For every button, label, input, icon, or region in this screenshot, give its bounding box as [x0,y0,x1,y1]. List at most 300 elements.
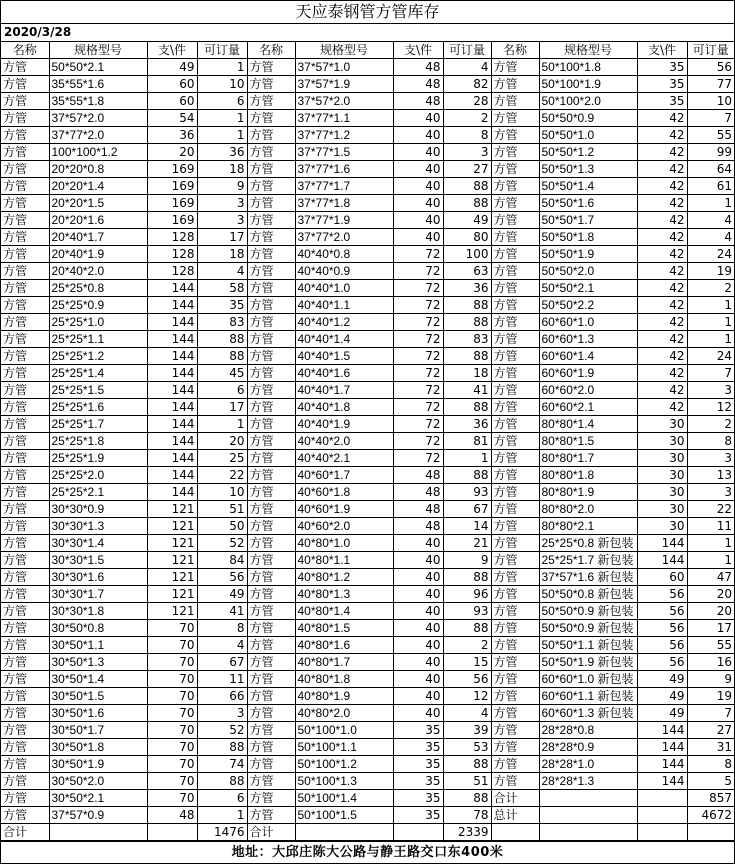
available-cell: 10 [197,484,247,501]
table-row [1,144,734,161]
table-row [1,654,734,671]
name-cell: 方管 [247,178,295,195]
table-row [1,722,734,739]
available-cell: 67 [197,654,247,671]
name-cell: 方管 [491,484,539,501]
available-cell: 10 [687,93,734,110]
spec-cell: 50*50*1.2 [539,144,637,161]
header-row [1,42,734,59]
spec-cell: 40*80*1.0 [295,535,393,552]
spec-cell: 30*30*0.9 [49,501,147,518]
per-bundle-cell: 56 [637,603,687,620]
name-cell: 方管 [491,637,539,654]
name-cell: 方管 [1,569,49,586]
spec-cell: 50*50*1.1 新包装 [539,637,637,654]
spec-cell: 40*40*1.7 [295,382,393,399]
spec-cell: 80*80*2.0 [539,501,637,518]
available-cell: 7 [687,110,734,127]
available-cell: 21 [443,535,491,552]
spec-cell: 37*77*1.2 [295,127,393,144]
spec-cell: 25*25*1.6 [49,399,147,416]
name-cell: 方管 [247,603,295,620]
per-bundle-cell [637,790,687,807]
name-cell: 方管 [491,161,539,178]
name-cell: 方管 [1,144,49,161]
spec-cell: 80*80*1.7 [539,450,637,467]
per-bundle-cell: 42 [637,399,687,416]
per-bundle-cell: 40 [393,178,443,195]
per-bundle-cell: 72 [393,297,443,314]
name-cell: 方管 [247,127,295,144]
name-cell: 方管 [491,416,539,433]
per-bundle-cell: 56 [637,620,687,637]
spec-cell: 30*30*1.3 [49,518,147,535]
table-row [1,59,734,76]
available-cell: 88 [197,773,247,790]
name-cell: 方管 [1,297,49,314]
per-bundle-cell: 48 [393,467,443,484]
available-cell: 64 [687,161,734,178]
per-bundle-cell: 144 [147,416,197,433]
available-cell: 4 [197,637,247,654]
per-bundle-cell: 49 [637,671,687,688]
spec-cell: 28*28*0.8 [539,722,637,739]
available-cell: 18 [443,365,491,382]
available-cell: 11 [687,518,734,535]
spec-cell: 80*80*1.4 [539,416,637,433]
per-bundle-cell: 169 [147,161,197,178]
spec-cell: 50*50*1.9 新包装 [539,654,637,671]
available-cell: 7 [687,365,734,382]
available-cell: 1 [197,127,247,144]
per-bundle-cell: 42 [637,144,687,161]
per-bundle-cell: 42 [637,314,687,331]
name-cell: 方管 [1,450,49,467]
available-cell: 80 [443,229,491,246]
spec-cell: 40*40*1.6 [295,365,393,382]
per-bundle-cell: 169 [147,178,197,195]
name-cell: 方管 [491,552,539,569]
spec-cell: 50*100*1.4 [295,790,393,807]
table-row [1,688,734,705]
name-cell: 方管 [247,705,295,722]
per-bundle-cell: 60 [637,569,687,586]
spec-cell: 50*50*2.1 [539,280,637,297]
table-row [1,773,734,790]
per-bundle-cell: 121 [147,501,197,518]
available-cell: 1 [443,450,491,467]
available-cell: 84 [197,552,247,569]
name-cell: 方管 [491,382,539,399]
spec-cell [49,824,147,841]
spec-cell: 60*60*1.0 [539,314,637,331]
available-cell: 3 [443,144,491,161]
spec-cell: 20*40*2.0 [49,263,147,280]
spec-cell: 40*40*1.8 [295,399,393,416]
available-cell: 55 [687,127,734,144]
table-row [1,331,734,348]
available-cell: 36 [197,144,247,161]
table-row [1,450,734,467]
spec-cell: 40*40*2.1 [295,450,393,467]
per-bundle-cell: 72 [393,399,443,416]
name-cell: 方管 [1,807,49,824]
available-cell: 20 [687,586,734,603]
available-cell: 19 [687,688,734,705]
spec-cell: 25*25*1.8 [49,433,147,450]
per-bundle-cell: 128 [147,263,197,280]
spec-cell: 37*77*1.5 [295,144,393,161]
per-bundle-cell: 42 [637,280,687,297]
spec-cell: 20*20*1.5 [49,195,147,212]
name-cell: 方管 [1,195,49,212]
available-cell: 1 [197,59,247,76]
name-cell: 方管 [247,195,295,212]
name-cell: 方管 [1,161,49,178]
per-bundle-cell: 20 [147,144,197,161]
available-cell: 66 [197,688,247,705]
spec-cell: 40*40*1.1 [295,297,393,314]
available-cell: 1 [687,331,734,348]
per-bundle-cell [393,824,443,841]
name-cell: 方管 [247,450,295,467]
per-bundle-cell: 40 [393,603,443,620]
per-bundle-cell: 72 [393,280,443,297]
available-cell: 51 [197,501,247,518]
table-row [1,739,734,756]
name-cell: 方管 [247,365,295,382]
available-cell: 27 [443,161,491,178]
name-cell: 方管 [247,76,295,93]
table-row [1,365,734,382]
name-cell: 方管 [491,110,539,127]
name-cell: 方管 [247,59,295,76]
table-row [1,229,734,246]
available-cell: 9 [443,552,491,569]
per-bundle-cell: 72 [393,365,443,382]
table-row [1,518,734,535]
spec-cell: 40*60*1.7 [295,467,393,484]
sheet-title: 天应泰钢管方管库存 [1,1,734,24]
name-cell: 方管 [491,331,539,348]
per-bundle-cell: 40 [393,569,443,586]
spec-cell: 37*57*1.6 新包装 [539,569,637,586]
available-cell: 10 [197,76,247,93]
available-cell: 12 [443,688,491,705]
name-cell: 方管 [491,688,539,705]
name-cell: 方管 [1,705,49,722]
address-footer: 地址：大邱庄陈大公路与静王路交口东400米 [1,841,734,863]
spec-cell: 50*50*0.9 [539,110,637,127]
available-cell: 4672 [687,807,734,824]
name-cell: 方管 [247,654,295,671]
available-cell: 6 [197,790,247,807]
per-bundle-cell: 42 [637,297,687,314]
name-cell: 方管 [247,246,295,263]
name-cell: 方管 [247,314,295,331]
table-row [1,399,734,416]
per-bundle-cell: 42 [637,195,687,212]
name-cell: 方管 [247,773,295,790]
per-bundle-cell: 42 [637,263,687,280]
available-cell: 19 [687,263,734,280]
name-cell: 方管 [491,501,539,518]
table-row [1,535,734,552]
per-bundle-cell: 72 [393,416,443,433]
per-bundle-cell: 40 [393,195,443,212]
name-cell: 方管 [491,93,539,110]
table-row [1,212,734,229]
per-bundle-cell: 144 [147,331,197,348]
available-cell: 2 [687,280,734,297]
name-cell: 方管 [491,297,539,314]
available-cell: 100 [443,246,491,263]
spec-cell: 20*20*1.4 [49,178,147,195]
per-bundle-cell: 56 [637,637,687,654]
available-cell: 6 [197,93,247,110]
spec-cell: 40*40*1.2 [295,314,393,331]
name-cell: 方管 [247,297,295,314]
name-cell: 方管 [1,518,49,535]
available-cell: 63 [443,263,491,280]
available-cell: 22 [687,501,734,518]
name-cell: 方管 [491,620,539,637]
name-cell: 方管 [1,212,49,229]
spec-cell: 25*25*2.1 [49,484,147,501]
spec-cell: 40*80*1.8 [295,671,393,688]
name-cell: 方管 [1,501,49,518]
name-cell: 方管 [491,671,539,688]
name-cell: 方管 [491,654,539,671]
per-bundle-cell: 40 [393,654,443,671]
available-cell: 17 [197,229,247,246]
spec-cell: 25*25*1.2 [49,348,147,365]
spec-cell: 40*40*1.9 [295,416,393,433]
name-cell: 方管 [1,59,49,76]
name-cell: 方管 [247,467,295,484]
spec-cell: 28*28*1.0 [539,756,637,773]
name-cell: 方管 [247,212,295,229]
name-cell: 方管 [491,450,539,467]
per-bundle-cell: 48 [393,518,443,535]
per-bundle-cell: 42 [637,110,687,127]
header-available: 可订量 [197,42,247,59]
spec-cell: 80*80*1.8 [539,467,637,484]
spec-cell: 37*77*1.9 [295,212,393,229]
available-cell: 27 [687,722,734,739]
available-cell: 83 [197,314,247,331]
table-row [1,263,734,280]
per-bundle-cell: 144 [147,450,197,467]
name-cell: 方管 [1,280,49,297]
available-cell: 12 [687,399,734,416]
spec-cell: 37*77*1.7 [295,178,393,195]
available-cell: 2 [443,637,491,654]
per-bundle-cell: 36 [147,127,197,144]
spec-cell: 50*100*1.9 [539,76,637,93]
available-cell: 88 [443,756,491,773]
available-cell: 5 [687,773,734,790]
per-bundle-cell: 48 [393,484,443,501]
name-cell: 方管 [247,399,295,416]
per-bundle-cell: 144 [637,739,687,756]
available-cell: 74 [197,756,247,773]
table-row [1,705,734,722]
spec-cell: 40*80*1.7 [295,654,393,671]
available-cell: 13 [687,467,734,484]
spec-cell: 50*50*1.0 [539,127,637,144]
per-bundle-cell: 72 [393,433,443,450]
table-row [1,790,734,807]
spec-cell: 25*25*1.9 [49,450,147,467]
spec-cell: 25*25*1.1 [49,331,147,348]
per-bundle-cell: 56 [637,586,687,603]
spec-cell: 40*40*0.9 [295,263,393,280]
name-cell: 方管 [247,382,295,399]
table-row [1,178,734,195]
name-cell: 方管 [247,433,295,450]
spec-cell: 60*60*1.0 新包装 [539,671,637,688]
name-cell: 方管 [491,739,539,756]
name-cell: 方管 [1,178,49,195]
spec-cell: 37*77*2.0 [295,229,393,246]
spec-cell: 37*57*2.0 [295,93,393,110]
spec-cell: 60*60*1.9 [539,365,637,382]
name-cell: 方管 [247,93,295,110]
name-cell: 方管 [247,348,295,365]
spec-cell: 50*50*1.9 [539,246,637,263]
per-bundle-cell: 42 [637,365,687,382]
available-cell: 3 [197,212,247,229]
spec-cell: 30*50*1.7 [49,722,147,739]
per-bundle-cell: 72 [393,246,443,263]
name-cell: 总计 [491,807,539,824]
spec-cell: 30*30*1.4 [49,535,147,552]
available-cell: 20 [687,603,734,620]
name-cell: 方管 [1,637,49,654]
available-cell: 3 [687,450,734,467]
available-cell: 24 [687,246,734,263]
available-cell: 56 [443,671,491,688]
available-cell: 25 [197,450,247,467]
name-cell: 方管 [247,688,295,705]
name-cell: 方管 [1,756,49,773]
spec-cell: 25*25*1.7 新包装 [539,552,637,569]
table-row [1,824,734,841]
name-cell: 方管 [247,637,295,654]
per-bundle-cell: 72 [393,331,443,348]
per-bundle-cell: 40 [393,586,443,603]
spec-cell: 40*80*1.2 [295,569,393,586]
available-cell: 78 [443,807,491,824]
available-cell: 88 [197,348,247,365]
name-cell: 方管 [491,705,539,722]
per-bundle-cell: 144 [637,535,687,552]
header-available: 可订量 [687,42,734,59]
available-cell: 2 [687,416,734,433]
available-cell: 2339 [443,824,491,841]
per-bundle-cell: 48 [393,59,443,76]
available-cell: 1 [687,535,734,552]
per-bundle-cell: 42 [637,331,687,348]
per-bundle-cell: 72 [393,382,443,399]
available-cell: 20 [197,433,247,450]
spec-cell: 37*57*1.9 [295,76,393,93]
spec-cell: 50*50*1.4 [539,178,637,195]
per-bundle-cell: 128 [147,246,197,263]
available-cell: 67 [443,501,491,518]
per-bundle-cell: 144 [147,297,197,314]
spec-cell: 50*50*1.7 [539,212,637,229]
name-cell: 方管 [1,484,49,501]
name-cell: 方管 [247,671,295,688]
spec-cell: 50*50*1.6 [539,195,637,212]
per-bundle-cell [147,824,197,841]
available-cell: 88 [443,399,491,416]
name-cell: 方管 [1,348,49,365]
available-cell: 16 [687,654,734,671]
per-bundle-cell: 35 [637,59,687,76]
available-cell: 88 [443,790,491,807]
table-row [1,348,734,365]
table-row [1,620,734,637]
name-cell: 方管 [1,467,49,484]
available-cell: 18 [197,246,247,263]
table-row [1,756,734,773]
name-cell: 方管 [491,127,539,144]
table-row [1,280,734,297]
name-cell: 方管 [1,93,49,110]
spec-cell: 20*20*0.8 [49,161,147,178]
available-cell: 4 [197,263,247,280]
name-cell: 方管 [1,739,49,756]
available-cell: 93 [443,484,491,501]
per-bundle-cell: 30 [637,501,687,518]
name-cell: 方管 [247,756,295,773]
per-bundle-cell: 121 [147,518,197,535]
per-bundle-cell: 48 [147,807,197,824]
spec-cell: 50*100*1.0 [295,722,393,739]
name-cell: 方管 [491,722,539,739]
per-bundle-cell: 70 [147,654,197,671]
per-bundle-cell: 35 [393,756,443,773]
header-spec: 规格型号 [49,42,147,59]
available-cell: 36 [443,416,491,433]
per-bundle-cell: 49 [637,705,687,722]
available-cell: 1 [687,297,734,314]
available-cell: 857 [687,790,734,807]
per-bundle-cell: 70 [147,790,197,807]
spec-cell: 40*80*1.5 [295,620,393,637]
name-cell: 方管 [247,620,295,637]
per-bundle-cell: 49 [147,59,197,76]
per-bundle-cell: 40 [393,144,443,161]
spec-cell: 50*50*0.9 新包装 [539,603,637,620]
inventory-table [1,42,734,841]
table-row [1,314,734,331]
name-cell: 方管 [1,263,49,280]
spec-cell: 40*80*1.1 [295,552,393,569]
table-row [1,382,734,399]
name-cell: 方管 [1,314,49,331]
per-bundle-cell: 144 [147,382,197,399]
available-cell: 88 [443,297,491,314]
name-cell: 方管 [247,739,295,756]
per-bundle-cell: 121 [147,603,197,620]
name-cell: 方管 [491,178,539,195]
per-bundle-cell: 144 [637,722,687,739]
available-cell: 9 [197,178,247,195]
